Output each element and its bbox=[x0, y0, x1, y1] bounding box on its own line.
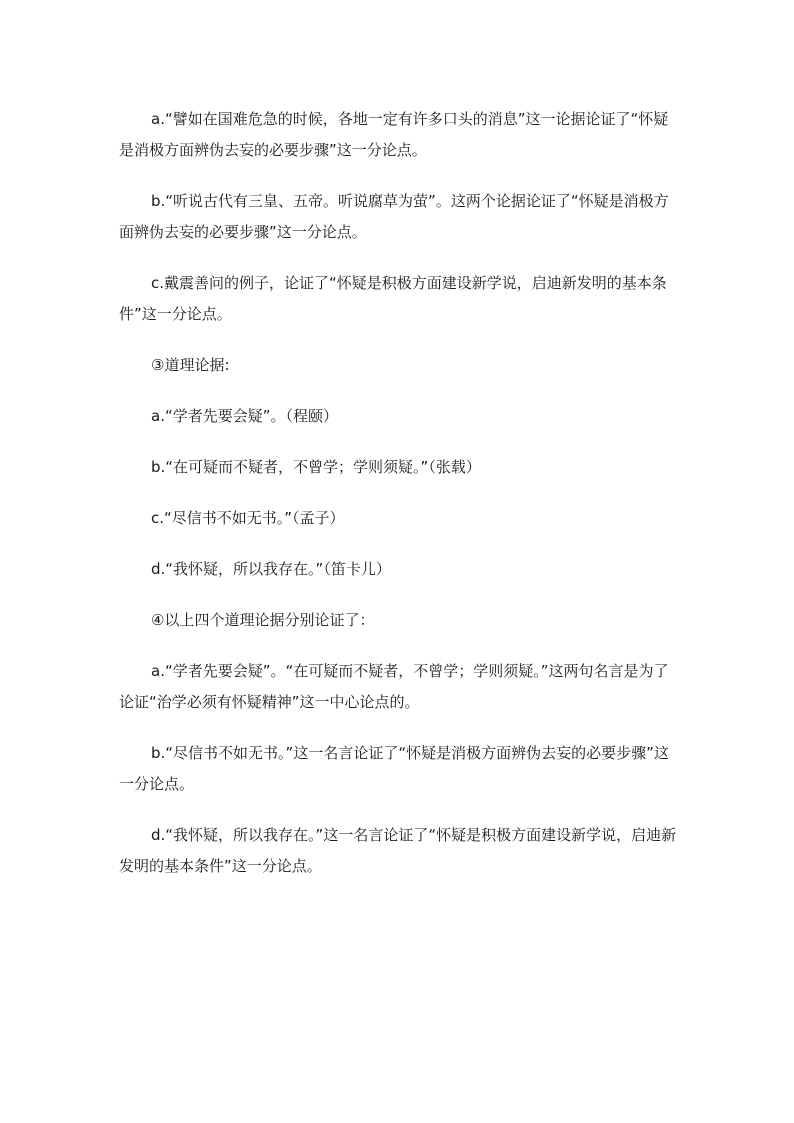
section-heading-reasoning: ③道理论据: bbox=[151, 356, 230, 374]
quote-item-a: a.“学者先要会疑”。（程颐） bbox=[151, 407, 339, 425]
summary-item-b: b.“尽信书不如无书。”这一名言论证了“怀疑是消极方面辨伪去妄的必要步骤”这一分论点。 bbox=[119, 744, 669, 793]
quote-item-d: d.“我怀疑，所以我存在。”（笛卡儿） bbox=[151, 560, 391, 578]
paragraph-argument-a: a.“譬如在国难危急的时候，各地一定有许多口头的消息”这一论据论证了“怀疑是消极方面辨伪去妄的必要步骤”这一分论点。 bbox=[119, 110, 669, 159]
summary-item-d: d.“我怀疑，所以我存在。”这一名言论证了“怀疑是积极方面建设新学说，启迪新发明的基本条件”这一分论点。 bbox=[119, 826, 677, 875]
quote-item-c: c.“尽信书不如无书。”（孟子） bbox=[151, 509, 345, 527]
summary-item-a: a.“学者先要会疑”。“在可疑而不疑者，不曾学；学则须疑。”这两句名言是为了论证“治学必须有怀疑精神”这一中心论点的。 bbox=[119, 662, 669, 711]
paragraph-argument-b: b.“听说古代有三皇、五帝。听说腐草为萤”。这两个论据论证了“怀疑是消极方面辨伪去妄的必要步骤”这一分论点。 bbox=[119, 192, 669, 241]
paragraph-argument-c: c.戴震善问的例子，论证了“怀疑是积极方面建设新学说，启迪新发明的基本条件”这一分论点。 bbox=[119, 274, 667, 323]
document-body bbox=[119, 104, 679, 882]
quote-item-b: b.“在可疑而不疑者，不曾学；学则须疑。”（张载） bbox=[151, 458, 481, 476]
section-heading-summary: ④以上四个道理论据分别论证了： bbox=[151, 611, 375, 629]
